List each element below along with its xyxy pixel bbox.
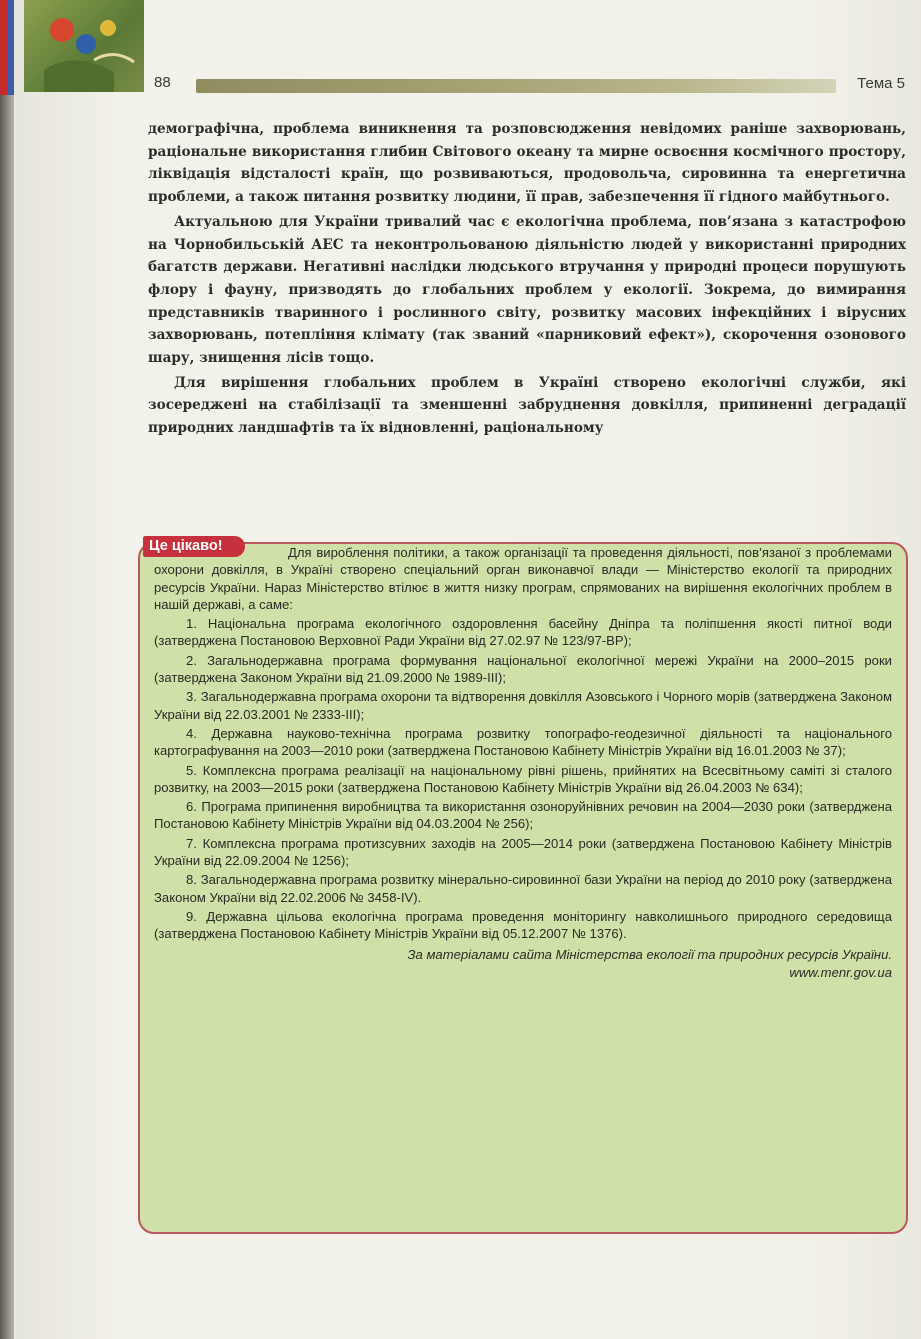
source-citation (154, 946, 892, 982)
program-list-item: 7. Комплексна програма протизсувних заходів на 2005—2014 роки (затверджена Постановою Кабінету Міністрів України від 22.09.2004 № 1256); (154, 835, 892, 869)
program-list-item: 2. Загальнодержавна програма формування національної екологічної мережі України на 2000–2015 роки (затверджена Законом України від 21.09.2000 № 1989-ІІІ); (154, 652, 892, 686)
program-list-item: 9. Державна цільова екологічна програма проведення моніторингу навколишнього природного середовища (затверджена Постановою Кабінету Міністрів України від 05.12.2007 № 1376). (154, 908, 892, 942)
program-list-item: 6. Програма припинення виробництва та використання озоноруйнівних речовин на 2004—2030 роки (затверджена Постановою Кабінету Міністрів України від 04.03.2004 № 256); (154, 799, 892, 832)
page-number: 88 (154, 74, 171, 91)
program-list-item: 4. Державна науково-технічна програма розвитку топографо-геодезичної діяльності та національного картографування на 2003—2010 роки (затверджена Постановою Кабінету Міністрів України від 16.01.2003 № 37); (154, 725, 892, 759)
info-box-content (154, 544, 892, 982)
corner-illustration (24, 0, 144, 92)
program-list-item: 1. Національна програма екологічного оздоровлення басейну Дніпра та поліпшення якості питної води (затверджена Постановою Верховної Ради України від 27.02.97 № 123/97-ВР); (154, 616, 892, 649)
corner-illustration-graphic (24, 0, 144, 92)
header-decorative-bar (196, 79, 836, 93)
source-citation-text: За матеріалами сайта Міністерства екології та природних ресурсів України. (407, 946, 892, 962)
topic-label: Тема 5 (857, 75, 905, 92)
body-paragraph: Актуальною для України тривалий час є екологічна проблема, пов’язана з катастрофою на Чорнобильській АЕС та неконтрольованою діяльністю людей у використанні природних багатств держави. Негативні наслідки людського втручання у природні процеси порушують флору і фауну, призводять до глобальних проблем у екології. Зокрема, до вимирання представників тваринного і рослинного світу, розвитку масових інфекційних і вірусних захворювань, потепління клімату (так званий «парниковий ефект»), скорочення озонового шару, знищення лісів тощо. (148, 213, 906, 367)
info-box-badge: Це цікаво! (143, 536, 245, 557)
program-list-item: 5. Комплексна програма реалізації на національному рівні рішень, прийнятих на Всесвітньому саміті зі сталого розвитку, на 2003—2015 роки (затверджена Постановою Кабінету Міністрів України від 26.04.2003 № 634); (154, 762, 892, 795)
body-paragraph: Для вирішення глобальних проблем в Україні створено екологічні служби, які зосереджені на стабілізації та зменшенні забруднення довкілля, припиненні деградації природних ландшафтів та їх відновленні, раціональному (148, 374, 906, 437)
program-list-item: 8. Загальнодержавна програма розвитку мінерально-сировинної бази України на період до 2010 року (затверджена Законом України від 22.02.2006 № 3458-ІV). (154, 872, 892, 905)
book-spine-edge (0, 0, 14, 1339)
body-paragraph: демографічна, проблема виникнення та розповсюдження невідомих раніше захворювань, раціональне використання глибин Світового океану та мирне освоєння космічного простору, ліквідація відсталості країн, що розвиваються, продовольча, сировинна та енергетична проблеми, а також питання розвитку людини, її прав, забезпечення її гідного майбутнього. (148, 121, 906, 206)
main-text (148, 118, 906, 440)
info-box-intro: Для вироблення політики, а також організації та проведення діяльності, пов’язаної з проблемами охорони довкілля, в Україні створено спеціальний орган виконавчої влади — Міністерство екології та природних ресурсів України. Нараз Міністерство втілює в життя низку програм, спрямованих на вирішення екологічних проблем в нашій державі, а саме: (154, 545, 892, 612)
source-url: www.menr.gov.ua (789, 964, 892, 980)
program-list-item: 3. Загальнодержавна програма охорони та відтворення довкілля Азовського і Чорного морів (затверджена Законом України від 22.03.2001 № 2333-ІІІ); (154, 689, 892, 722)
